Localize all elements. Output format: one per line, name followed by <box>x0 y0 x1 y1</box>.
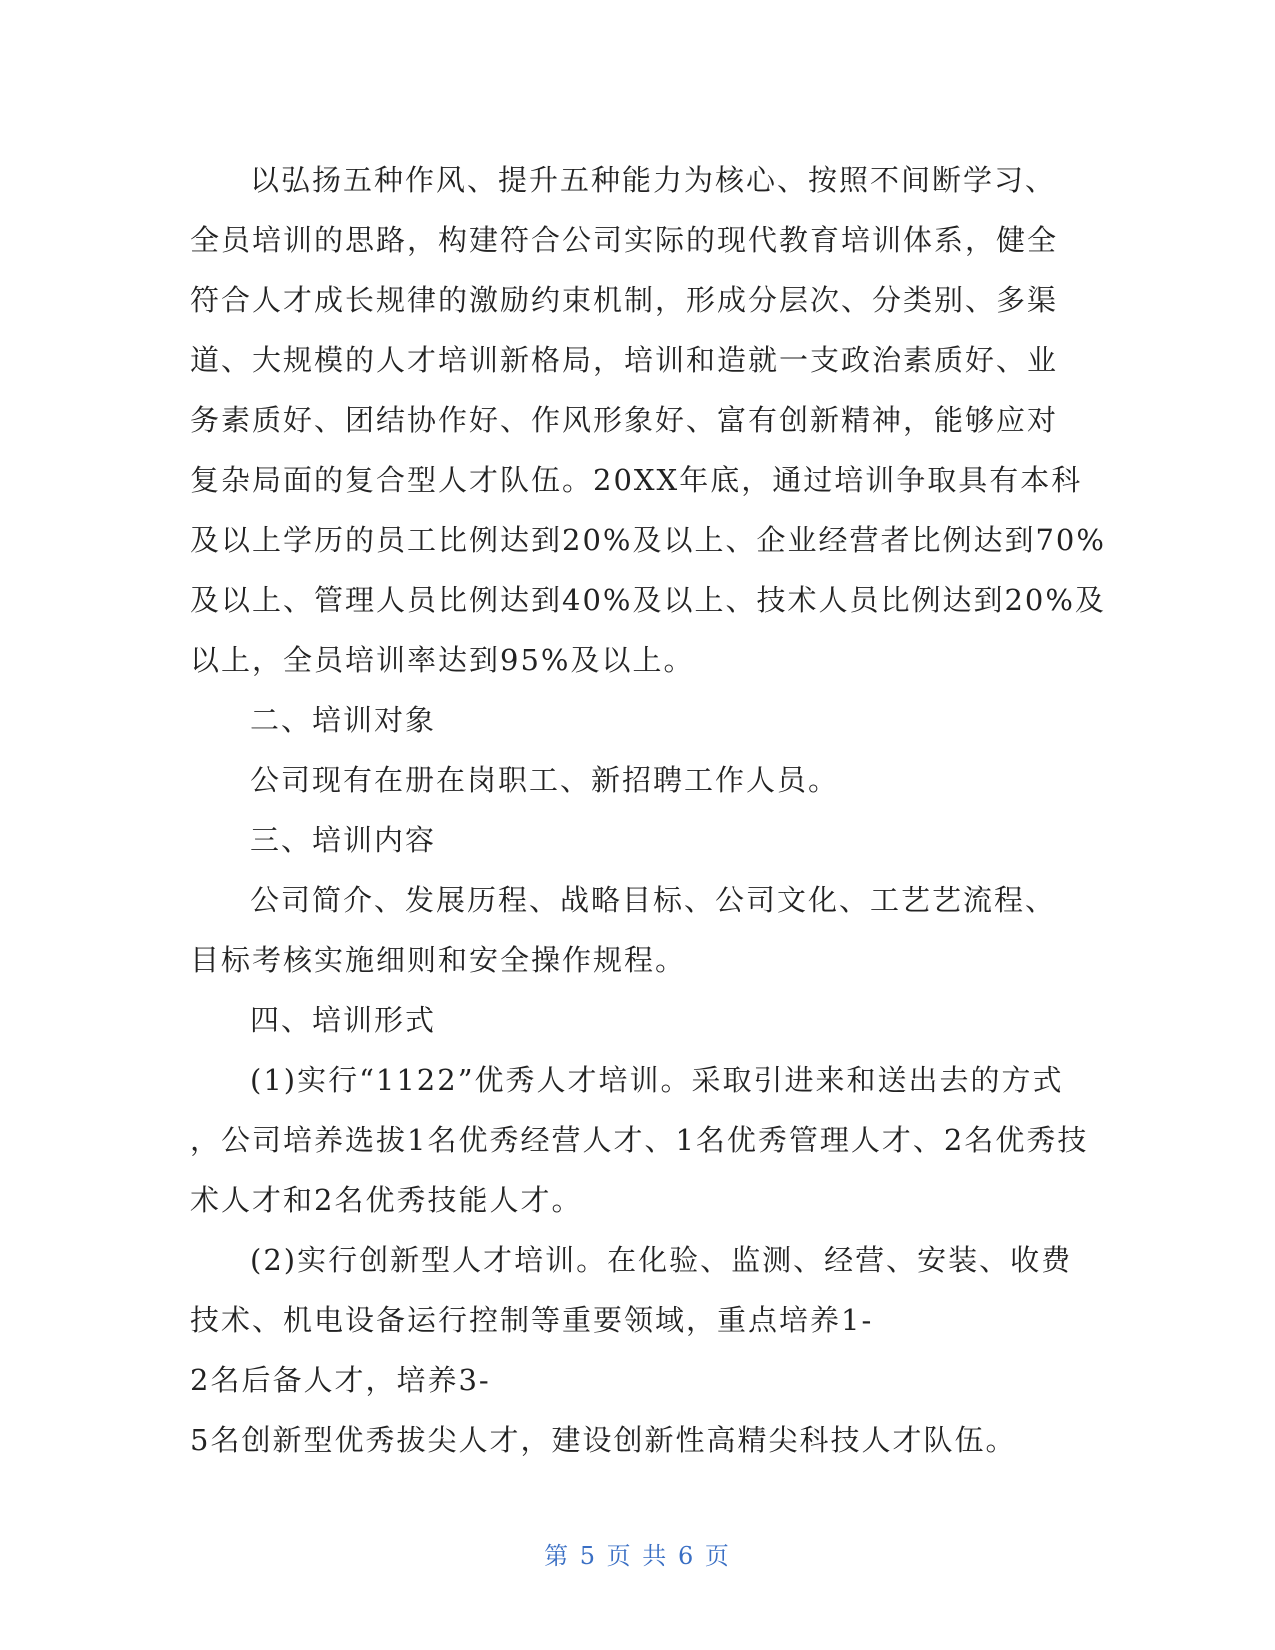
text-line: (2)实行创新型人才培训。在化验、监测、经营、安装、收费 <box>250 1243 1073 1277</box>
text-line: 5名创新型优秀拔尖人才，建设创新性高精尖科技人才队伍。 <box>190 1423 1017 1457</box>
text-line: 务素质好、团结协作好、作风形象好、富有创新精神，能够应对 <box>190 403 1059 437</box>
section-heading: 三、培训内容 <box>250 823 437 857</box>
text-line: 技术、机电设备运行控制等重要领域，重点培养1- <box>190 1303 874 1337</box>
text-line: 公司现有在册在岗职工、新招聘工作人员。 <box>250 763 840 797</box>
text-line: 全员培训的思路，构建符合公司实际的现代教育培训体系，健全 <box>190 223 1059 257</box>
text-line: 及以上学历的员工比例达到20%及以上、企业经营者比例达到70% <box>190 523 1106 557</box>
text-line: 2名后备人才，培养3- <box>190 1363 491 1397</box>
text-line: 公司简介、发展历程、战略目标、公司文化、工艺艺流程、 <box>250 883 1057 917</box>
page-number: 第 5 页 共 6 页 <box>544 1542 731 1570</box>
text-line: (1)实行“1122”优秀人才培训。采取引进来和送出去的方式 <box>250 1063 1064 1097</box>
text-line: 以弘扬五种作风、提升五种能力为核心、按照不间断学习、 <box>250 163 1057 197</box>
text-line: 术人才和2名优秀技能人才。 <box>190 1183 583 1217</box>
text-line: 以上，全员培训率达到95%及以上。 <box>190 643 695 677</box>
text-line: 符合人才成长规律的激励约束机制，形成分层次、分类别、多渠 <box>190 283 1059 317</box>
section-heading: 二、培训对象 <box>250 703 437 737</box>
text-line: 及以上、管理人员比例达到40%及以上、技术人员比例达到20%及 <box>190 583 1106 617</box>
text-line: 复杂局面的复合型人才队伍。20XX年底，通过培训争取具有本科 <box>190 463 1083 497</box>
document-body <box>190 150 1106 1470</box>
text-line: 道、大规模的人才培训新格局，培训和造就一支政治素质好、业 <box>190 343 1059 377</box>
text-line: ，公司培养选拔1名优秀经营人才、1名优秀管理人才、2名优秀技 <box>190 1123 1089 1157</box>
section-heading: 四、培训形式 <box>250 1003 437 1037</box>
text-line: 目标考核实施细则和安全操作规程。 <box>190 943 687 977</box>
